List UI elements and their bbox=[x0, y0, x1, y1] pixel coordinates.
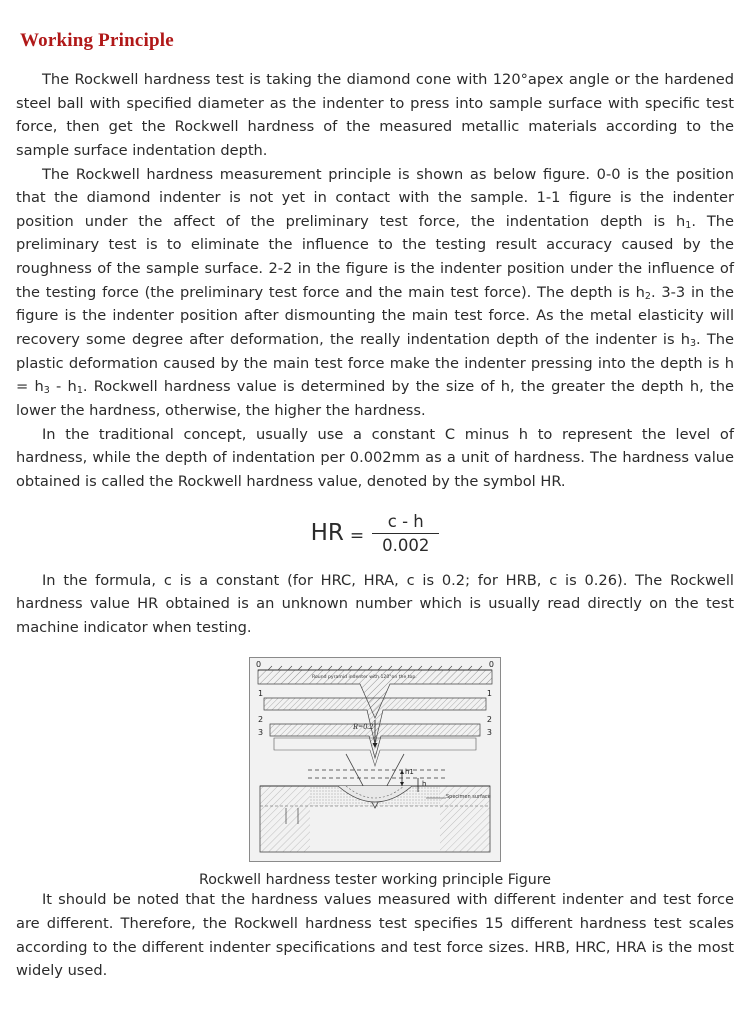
rockwell-principle-figure bbox=[249, 657, 501, 862]
paragraph-2 bbox=[16, 163, 734, 423]
figure-note-indenter: Round pyramid indenter with 120°on the top. bbox=[312, 675, 417, 681]
figure-label-specimen-surface: Specimen surface bbox=[446, 794, 491, 801]
figure-label-h1: h1 bbox=[405, 768, 414, 777]
paragraph-5: It should be noted that the hardness values measured with different indenter and test force are different. Therefore, the Rockwell hardness test specifies 15 different hardness test scales according to the different indenter specifications and test force sizes. HRB, HRC, HRA is the most widely used. bbox=[16, 891, 734, 980]
subscript-h3: 3 bbox=[689, 338, 697, 350]
subscript-h2: 2 bbox=[644, 290, 651, 302]
subscript-h3b: 3 bbox=[43, 385, 50, 397]
figure-label-right-1: 1 bbox=[486, 689, 492, 699]
figure-label-left-3: 3 bbox=[258, 728, 264, 738]
formula-denominator: 0.002 bbox=[382, 535, 430, 555]
figure-label-right-2: 2 bbox=[486, 715, 492, 725]
paragraph-2-part-e: - h bbox=[49, 378, 77, 396]
paragraph-4: In the formula, c is a constant (for HRC, HRA, c is 0.2; for HRB, c is 0.26). The Rockwell hardness value HR obtained is an unknown number which is usually read directly on the test machine indicator when testing. bbox=[16, 571, 734, 636]
figure-label-right-3: 3 bbox=[486, 728, 492, 738]
figure-label-left-1: 1 bbox=[258, 689, 264, 699]
page-title: Working Principle bbox=[20, 30, 174, 51]
figure-drawing bbox=[250, 658, 500, 861]
paragraph-1: The Rockwell hardness test is taking the diamond cone with 120°apex angle or the hardened steel ball with specified diameter as the indenter to press into sample surface with specific test force, then get the Rockwell hardness of the measured metallic materials according to the sample surface indentation depth. bbox=[16, 71, 734, 159]
formula-equals-sign: = bbox=[349, 526, 365, 547]
figure-caption: Rockwell hardness tester working principle Figure bbox=[198, 872, 552, 889]
paragraph-2-part-b: . The preliminary test is to eliminate the influence to the testing result accuracy caused by the roughness of the sample surface. 2-2 in the figure is the indenter position under the influence of the testing force (the preliminary test force and the main test force). The depth is h bbox=[16, 212, 734, 301]
subscript-h1b: 1 bbox=[76, 385, 83, 397]
figure-label-left-2: 2 bbox=[258, 715, 264, 725]
paragraph-3: In the traditional concept, usually use a constant C minus h to represent the level of hardness, while the depth of indentation per 0.002mm as a unit of hardness. The hardness value obtained is called the Rockwell hardness value, denoted by the symbol HR. bbox=[16, 425, 734, 490]
paragraph-2-part-d: . The plastic deformation caused by the main test force make the indenter pressing into the depth is h = h bbox=[16, 331, 734, 396]
paragraph-2-part-f: . Rockwell hardness value is determined by the size of h, the greater the depth h, the lower the hardness, otherwise, the higher the hardness. bbox=[16, 378, 734, 419]
figure-label-radius: R=0.2 bbox=[353, 722, 374, 732]
formula-numerator: c - h bbox=[387, 511, 424, 531]
subscript-h1: 1 bbox=[685, 219, 692, 231]
hardness-formula bbox=[16, 512, 734, 555]
figure-label-top-left: 0 bbox=[256, 660, 262, 670]
paragraph-2-part-c: . 3-3 in the figure is the indenter position after dismounting the main test force. As the metal elasticity will recovery some degree after deformation, the really indentation depth of the indenter is h bbox=[16, 283, 734, 349]
figure-label-h: h bbox=[422, 780, 427, 789]
figure-label-top-right: 0 bbox=[488, 660, 494, 670]
figure-block bbox=[16, 657, 734, 888]
formula-fraction bbox=[372, 512, 439, 555]
formula-left-side: HR bbox=[310, 520, 344, 547]
paragraph-2-part-a: The Rockwell hardness measurement principle is shown as below figure. 0-0 is the position that the diamond indenter is not yet in contact with the sample. 1-1 figure is the indenter position under the affect of the preliminary test force, the indentation depth is h bbox=[16, 165, 734, 230]
